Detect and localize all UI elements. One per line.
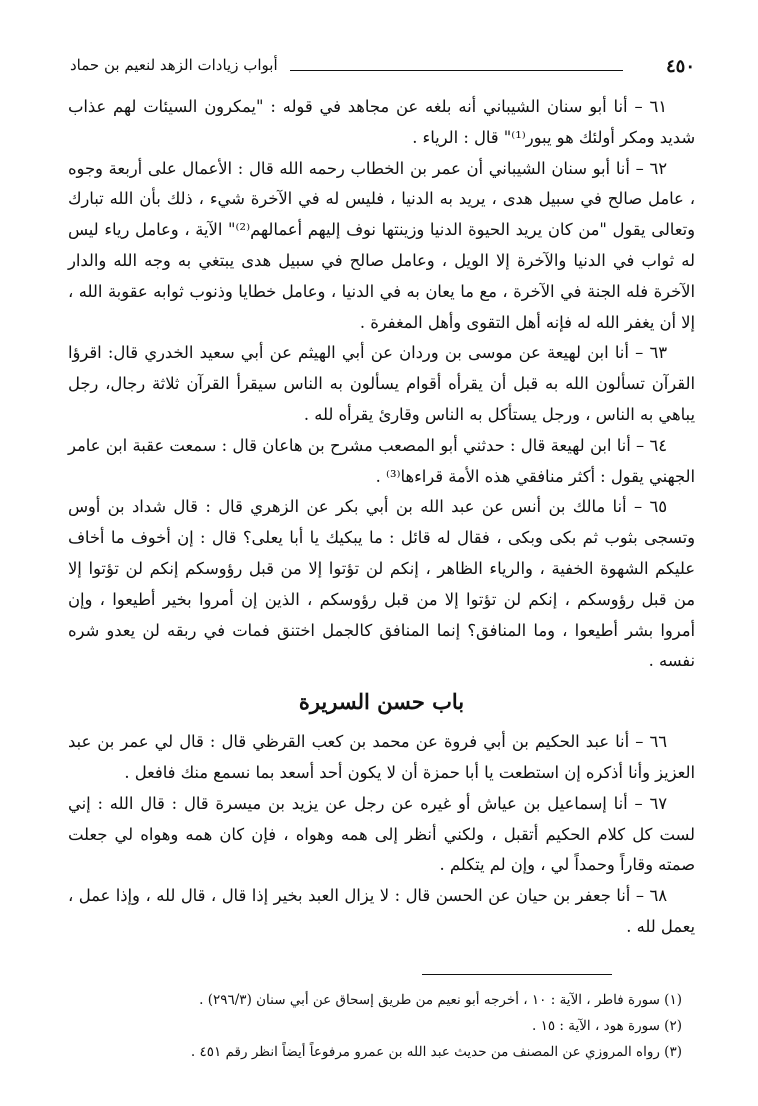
footnote-separator (422, 974, 612, 975)
footnote-3: (٣) رواه المروزي عن المصنف من حديث عبد الله بن عمرو مرفوعاً أيضاً انظر رقم ٤٥١ . (190, 1044, 682, 1060)
paragraph-66: ٦٦ – أنا عبد الحكيم بن أبي فروة عن محمد بن كعب القرظي قال : قال لي عمر بن عبد العزيز وأنا أذكره إن استطعت يا أبا حمزة أن لا يكون أحد أسعد بما نسمع منك فافعل . (68, 732, 695, 782)
paragraph-64: ٦٤ – أنا ابن لهيعة قال : حدثني أبو المصعب مشرح بن هاعان قال : سمعت عقبة ابن عامر الجهني يقول : أكثر منافقي هذه الأمة قراءها⁽³⁾ . (68, 435, 695, 486)
body-text (68, 92, 695, 943)
running-title: أبواب زيادات الزهد لنعيم بن حماد (70, 56, 278, 74)
footnote-1: (١) سورة فاطر ، الآية : ١٠ ، أخرجه أبو نعيم من طريق إسحاق عن أبي سنان (٢٩٦/٣) . (199, 992, 682, 1008)
paragraph-62: ٦٢ – أنا أبو سنان الشيباني أن عمر بن الخطاب رحمه الله قال : الأعمال على أربعة وجوه ، عامل صالح في سبيل هدى ، يريد به الدنيا ، فليس له في الآخرة شيء ، ذلك بأن الله تبارك وتعالى يقول "من كان يريد الحيوة الدنيا وزينتها نوف إليهم أعمالهم⁽²⁾" الآية ، وعامل رياء ليس له ثواب في الدنيا والآخرة إلا الويل ، وعامل صالح في سبيل هدى يبتغي به وجه الله والدار الآخرة فله الجنة في الآخرة ، مع ما يعان به في الدنيا ، وعامل خطايا وذنوب ثوابه عقوبة الله ، إلا أن يغفر الله له فإنه أهل التقوى وأهل المغفرة . (68, 158, 695, 332)
paragraph-61: ٦١ – أنا أبو سنان الشيباني أنه بلغه عن مجاهد في قوله : "يمكرون السيئات لهم عذاب شديد ومكر أولئك هو يبور⁽¹⁾" قال : الرياء . (68, 97, 695, 147)
header-rule (290, 70, 623, 71)
paragraph-65: ٦٥ – أنا مالك بن أنس عن عبد الله بن أبي بكر عن الزهري قال : قال شداد بن أوس وتسجى بثوب ثم بكى وبكى ، فقال له قائل : ما يبكيك يا أبا يعلى؟ قال : إن أخوف ما أخاف عليكم الشهوة الخفية ، والرياء الظاهر ، إنكم لن تؤتوا إلا من قبل رؤوسكم إنكم لن تؤتوا إلا من قبل رؤوسكم ، إنكم لن تؤتوا إلا من قبل رؤوسكم ، الذين إن أمروا بخير أطيعوا ، وإن أمروا بشر أطيعوا ، وما المنافق؟ إنما المنافق كالجمل اختنق فمات في ربقه لن يعدو شره نفسه . (68, 497, 695, 671)
footnote-2: (٢) سورة هود ، الآية : ١٥ . (531, 1018, 682, 1034)
page-header (70, 56, 695, 80)
footnotes (80, 987, 682, 1065)
paragraph-63: ٦٣ – أنا ابن لهيعة عن موسى بن وردان عن أبي الهيثم عن أبي سعيد الخدري قال: اقرؤا القرآن تسألون الله به قبل أن يقرأه أقوام يسألون به الناس سيقرأ القرآن ثلاثة رجال، رجل يباهي به الناس ، ورجل يستأكل به الناس وقارئ يقرأه لله . (68, 343, 695, 424)
paragraph-67: ٦٧ – أنا إسماعيل بن عياش أو غيره عن رجل عن يزيد بن ميسرة قال : قال الله : إني لست كل كلام الحكيم أتقبل ، ولكني أنظر إلى همه وهواه ، فإن كان همه وهواه لي جعلت صمته وقاراً وحمداً لي ، وإن لم يتكلم . (68, 793, 695, 875)
page-number: ٤٥٠ (665, 56, 695, 77)
paragraph-68: ٦٨ – أنا جعفر بن حيان عن الحسن قال : لا يزال العبد بخير إذا قال ، قال لله ، وإذا عمل ، يعمل لله . (68, 886, 695, 936)
chapter-title: باب حسن السريرة (298, 689, 465, 715)
